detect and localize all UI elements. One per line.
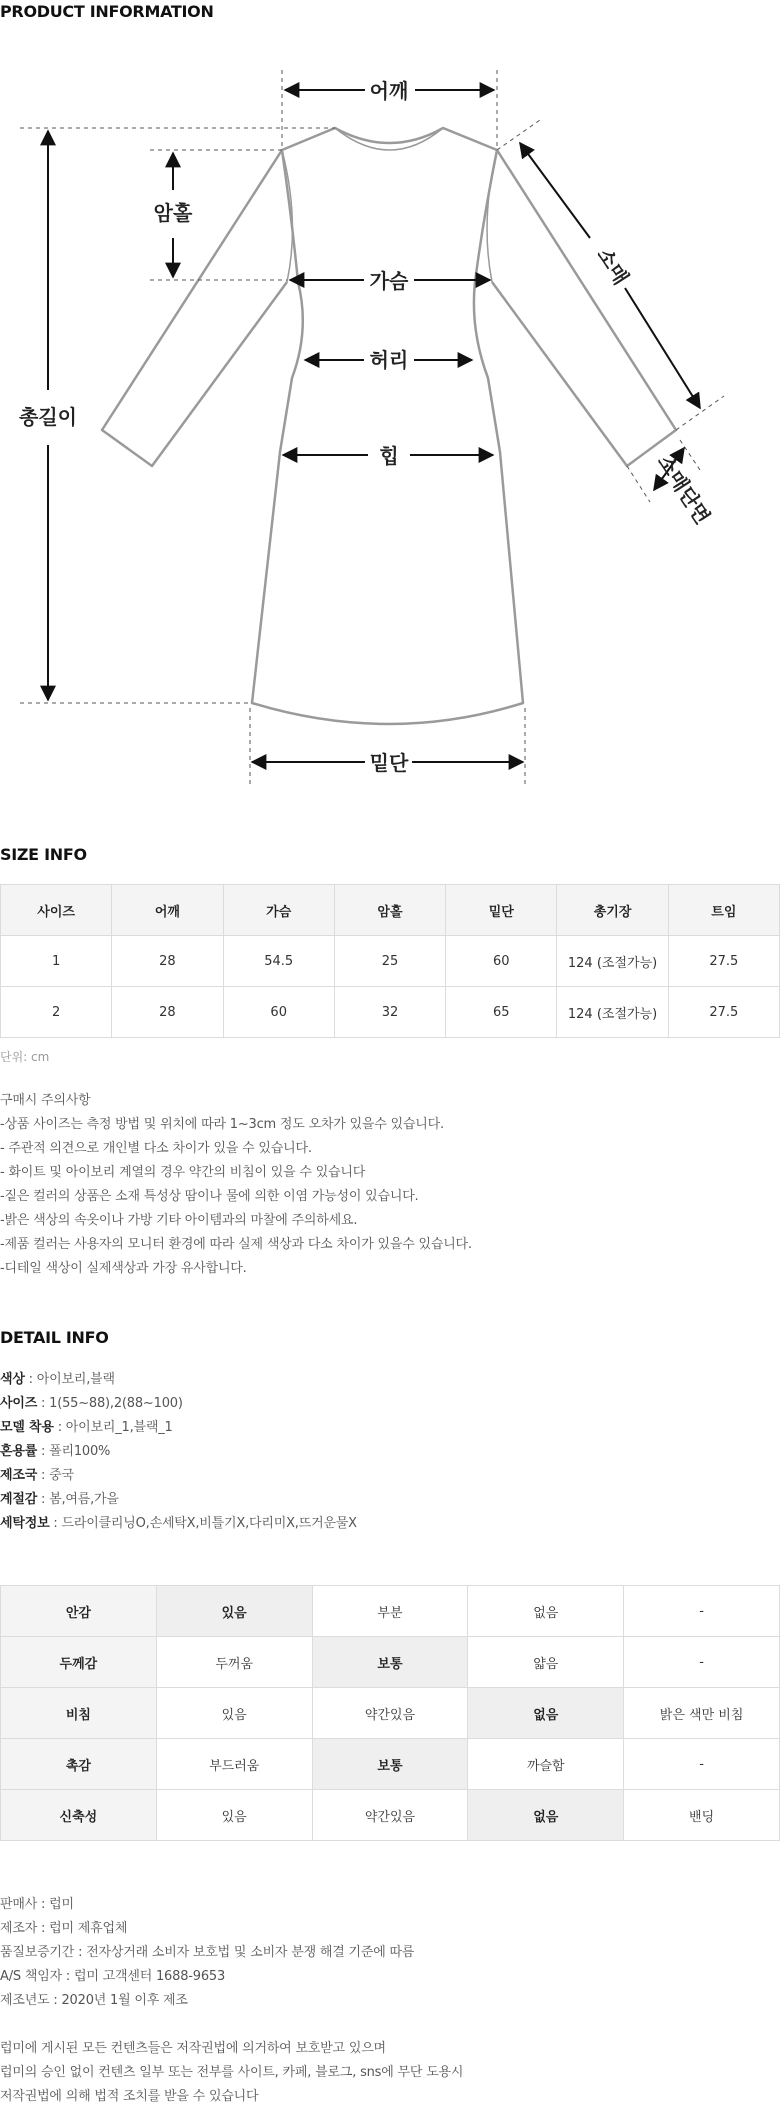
detail-item	[0, 1440, 110, 1459]
attribute-option: -	[624, 1739, 780, 1790]
size-info-title: SIZE INFO	[0, 845, 87, 864]
detail-item	[0, 1488, 119, 1507]
attribute-row	[1, 1739, 780, 1790]
detail-key: 모델 착용	[0, 1420, 54, 1435]
table-cell: 25	[334, 936, 445, 987]
header-cell: 밑단	[446, 885, 557, 936]
label-sleeve: 소매	[592, 243, 634, 289]
table-cell: 54.5	[223, 936, 334, 987]
notice-line: - 화이트 및 아이보리 계열의 경우 약간의 비침이 있을 수 있습니다	[0, 1165, 366, 1180]
notice-line: -상품 사이즈는 측정 방법 및 위치에 따라 1~3cm 정도 오차가 있을수 있습니다.	[0, 1117, 444, 1132]
header-cell: 사이즈	[1, 885, 112, 936]
detail-key: 계절감	[0, 1492, 38, 1507]
label-waist: 허리	[369, 348, 409, 372]
seller-line: 제조자 : 럽미 제휴업체	[0, 1921, 128, 1936]
measure-arrows	[48, 90, 700, 762]
detail-key: 세탁정보	[0, 1516, 50, 1531]
size-table	[0, 884, 780, 1038]
copyright-line: 럽미의 승인 없이 컨텐츠 일부 또는 전부를 사이트, 카페, 블로그, sns에 무단 도용시	[0, 2065, 464, 2080]
header-cell: 암홀	[334, 885, 445, 936]
detail-value: : 아이보리,블랙	[24, 1372, 115, 1387]
detail-key: 색상	[0, 1372, 25, 1387]
notice-line: -디테일 색상이 실제색상과 가장 유사합니다.	[0, 1261, 247, 1276]
label-hem: 밑단	[369, 751, 409, 775]
table-cell: 60	[223, 987, 334, 1038]
attribute-option: 있음	[156, 1688, 312, 1739]
guide-lines	[20, 70, 724, 785]
detail-value: : 드라이클리닝O,손세탁X,비틀기X,다리미X,뜨거운물X	[49, 1516, 357, 1531]
attribute-name: 두께감	[1, 1637, 157, 1688]
detail-item	[0, 1512, 357, 1531]
attribute-option: 없음	[468, 1790, 624, 1841]
detail-key: 혼용률	[0, 1444, 38, 1459]
detail-item	[0, 1464, 74, 1483]
detail-item	[0, 1368, 115, 1387]
table-cell: 65	[446, 987, 557, 1038]
table-cell: 124 (조절가능)	[557, 936, 668, 987]
attribute-option: 보통	[312, 1637, 468, 1688]
detail-value: : 아이보리_1,블랙_1	[53, 1420, 173, 1435]
detail-value: : 폴리100%	[37, 1444, 111, 1459]
attribute-option: -	[624, 1586, 780, 1637]
header-cell: 어깨	[112, 885, 223, 936]
copyright-line: 럽미에 게시된 모든 컨텐츠들은 저작권법에 의거하여 보호받고 있으며	[0, 2041, 386, 2056]
detail-value: : 중국	[37, 1468, 74, 1483]
table-row	[1, 936, 780, 987]
table-cell: 1	[1, 936, 112, 987]
table-cell: 2	[1, 987, 112, 1038]
attribute-option: 없음	[468, 1586, 624, 1637]
seller-line: 판매사 : 럽미	[0, 1897, 74, 1912]
attribute-option: 밴딩	[624, 1790, 780, 1841]
label-shoulder: 어깨	[369, 79, 409, 103]
table-row	[1, 987, 780, 1038]
header-cell: 트임	[668, 885, 779, 936]
table-cell: 28	[112, 936, 223, 987]
seller-line: A/S 책임자 : 럽미 고객센터 1688-9653	[0, 1969, 226, 1984]
label-total-length: 총길이	[19, 405, 77, 429]
attribute-option: 까슬함	[468, 1739, 624, 1790]
attribute-name: 촉감	[1, 1739, 157, 1790]
attribute-name: 비침	[1, 1688, 157, 1739]
notice-line: -밝은 색상의 속옷이나 가방 기타 아이템과의 마찰에 주의하세요.	[0, 1213, 358, 1228]
table-cell: 60	[446, 936, 557, 987]
attribute-option: 두꺼움	[156, 1637, 312, 1688]
detail-info-title: DETAIL INFO	[0, 1328, 109, 1347]
garment-measurement-diagram	[0, 40, 780, 810]
detail-key: 사이즈	[0, 1396, 38, 1411]
attribute-option: 밝은 색만 비침	[624, 1688, 780, 1739]
attribute-row	[1, 1790, 780, 1841]
attribute-option: 약간있음	[312, 1790, 468, 1841]
table-cell: 27.5	[668, 987, 779, 1038]
attribute-option: -	[624, 1637, 780, 1688]
detail-item	[0, 1416, 173, 1435]
attribute-row	[1, 1688, 780, 1739]
attribute-option: 보통	[312, 1739, 468, 1790]
attribute-table	[0, 1585, 780, 1841]
attribute-option: 있음	[156, 1790, 312, 1841]
product-info-title: PRODUCT INFORMATION	[0, 2, 214, 21]
size-table-header	[1, 885, 780, 936]
attribute-option: 약간있음	[312, 1688, 468, 1739]
header-cell: 총기장	[557, 885, 668, 936]
detail-value: : 봄,여름,가을	[37, 1492, 119, 1507]
label-chest: 가슴	[369, 269, 409, 293]
detail-value: : 1(55~88),2(88~100)	[37, 1396, 183, 1411]
notice-line: -제품 컬러는 사용자의 모니터 환경에 따라 실제 색상과 다소 차이가 있을수 있습니다.	[0, 1237, 472, 1252]
notice-line: -짙은 컬러의 상품은 소재 특성상 땀이나 물에 의한 이염 가능성이 있습니다.	[0, 1189, 419, 1204]
attribute-name: 안감	[1, 1586, 157, 1637]
header-cell: 가슴	[223, 885, 334, 936]
attribute-option: 있음	[156, 1586, 312, 1637]
seller-line: 품질보증기간 : 전자상거래 소비자 보호법 및 소비자 분쟁 해결 기준에 따름	[0, 1945, 415, 1960]
label-hip: 힙	[379, 444, 399, 468]
detail-item	[0, 1392, 183, 1411]
attribute-option: 부분	[312, 1586, 468, 1637]
table-cell: 124 (조절가능)	[557, 987, 668, 1038]
notice-title: 구매시 주의사항	[0, 1093, 91, 1108]
table-cell: 32	[334, 987, 445, 1038]
attribute-row	[1, 1586, 780, 1637]
copyright-line: 저작권법에 의해 법적 조치를 받을 수 있습니다	[0, 2089, 259, 2104]
attribute-row	[1, 1637, 780, 1688]
seller-line: 제조년도 : 2020년 1월 이후 제조	[0, 1993, 188, 2008]
notice-line: - 주관적 의견으로 개인별 다소 차이가 있을 수 있습니다.	[0, 1141, 312, 1156]
attribute-option: 없음	[468, 1688, 624, 1739]
size-unit: 단위: cm	[0, 1050, 50, 1064]
attribute-option: 얇음	[468, 1637, 624, 1688]
table-cell: 28	[112, 987, 223, 1038]
label-sleeve-hem: 소매단면	[652, 450, 715, 529]
attribute-option: 부드러움	[156, 1739, 312, 1790]
detail-key: 제조국	[0, 1468, 38, 1483]
label-armhole: 암홀	[153, 201, 193, 225]
attribute-name: 신축성	[1, 1790, 157, 1841]
table-cell: 27.5	[668, 936, 779, 987]
